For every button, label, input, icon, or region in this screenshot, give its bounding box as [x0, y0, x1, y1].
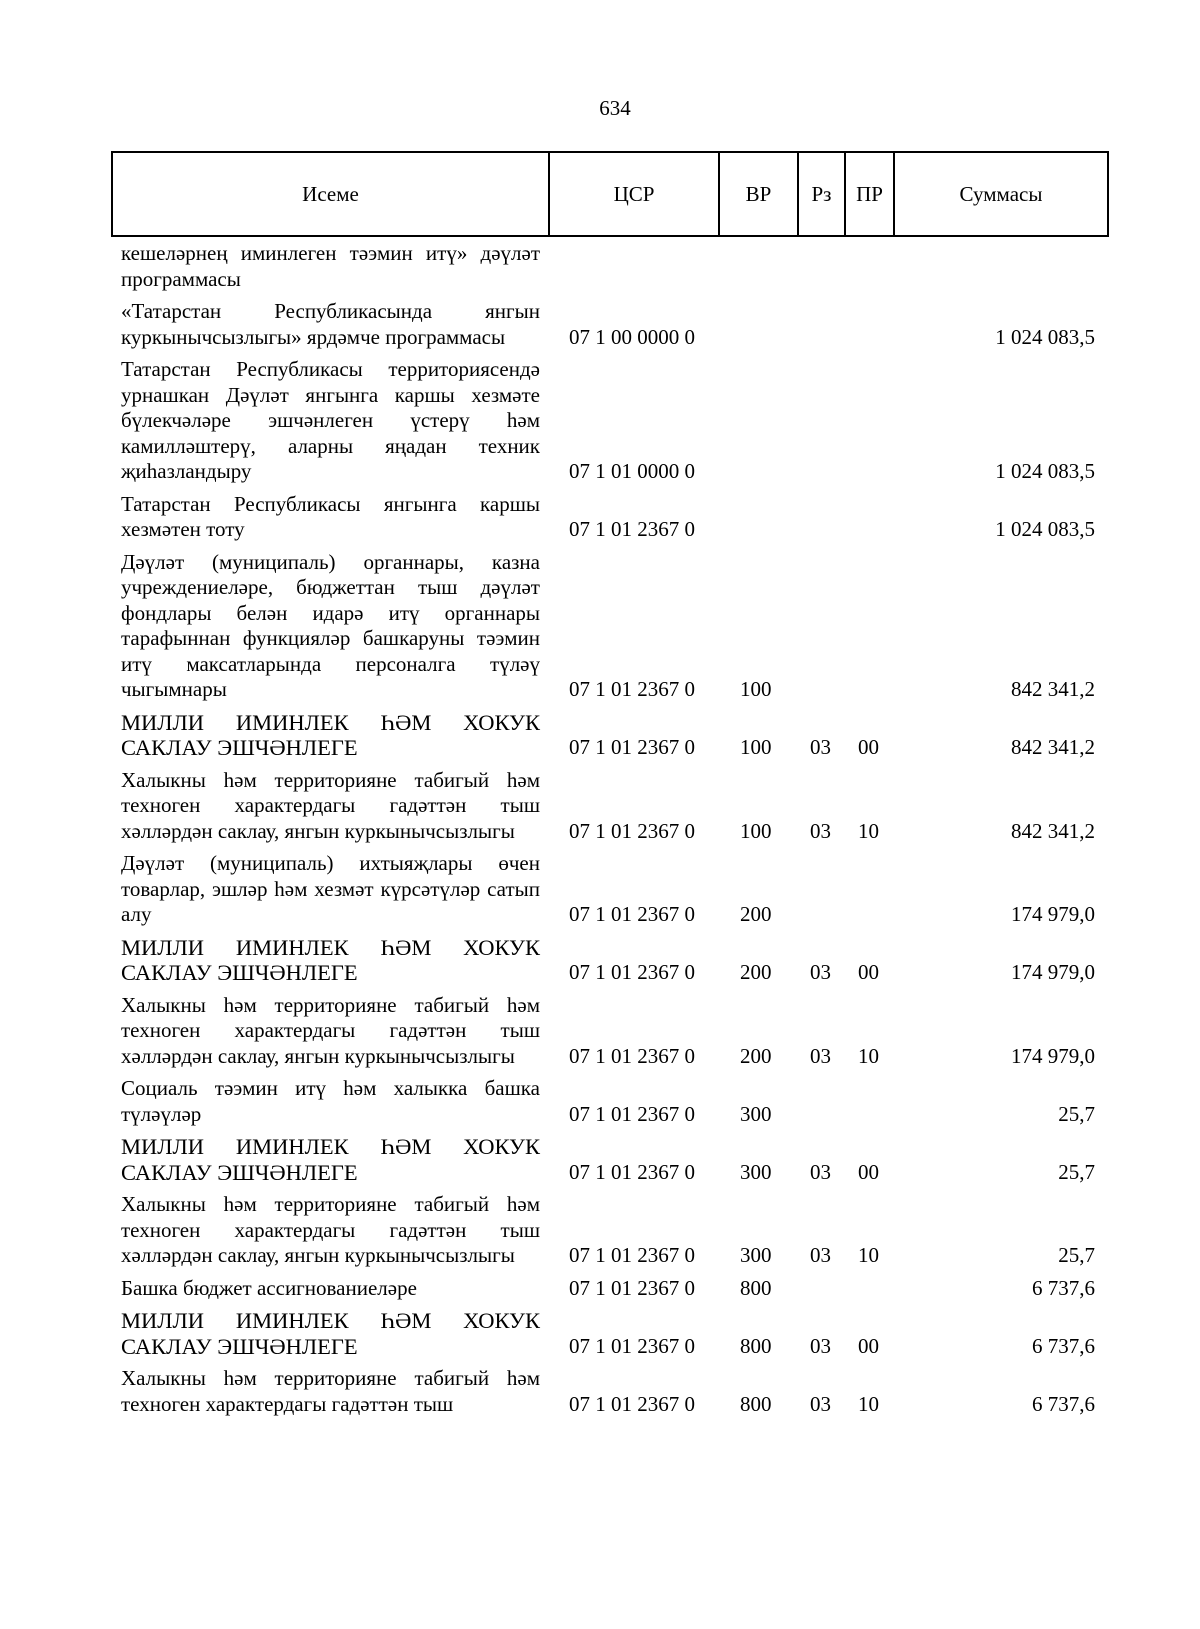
- row-rz-cell: 03: [810, 960, 831, 984]
- row-name-cell: Дәүләт (муниципаль) ихтыяҗлары өчен товарлар, эшләр һәм хезмәт күрсәтүләр сатып алу: [121, 851, 540, 926]
- row-csr-cell: 07 1 01 2367 0: [569, 1159, 695, 1184]
- table-row: [111, 296, 1107, 354]
- row-rz-cell: [797, 547, 844, 707]
- row-rz-cell: 03: [810, 735, 831, 759]
- row-pr-cell: 10: [858, 1243, 879, 1267]
- column-header-vr: ВР: [719, 152, 798, 236]
- column-header-sum: Суммасы: [894, 152, 1108, 236]
- row-sum-cell: 174 979,0: [1011, 960, 1095, 984]
- row-sum-cell: 6 737,6: [1032, 1391, 1095, 1416]
- row-pr-cell: [844, 547, 893, 707]
- row-vr-cell: [718, 238, 797, 296]
- row-name-cell: Халыкны һәм территорияне табигый һәм техноген характердагы гадәттән тыш: [121, 1366, 540, 1416]
- row-vr-cell: 200: [740, 1043, 772, 1068]
- row-rz-cell: [797, 296, 844, 354]
- row-sum-cell: 6 737,6: [1032, 1275, 1095, 1300]
- row-csr-cell: [548, 238, 718, 296]
- row-pr-cell: 10: [858, 818, 879, 843]
- row-pr-cell: 00: [858, 960, 879, 984]
- table-row: [111, 1273, 1107, 1306]
- row-vr-cell: 100: [740, 677, 772, 701]
- row-csr-cell: 07 1 01 2367 0: [569, 1275, 695, 1300]
- row-vr-cell: 100: [740, 818, 772, 843]
- row-name-cell: Татарстан Республикасы территориясендә урнашкан Дәүләт янгынга каршы хезмәте бүлекчәләре эшчәнлеген үстерү һәм камилләштерү, аларны яңадан техник җиһазландыру: [121, 357, 540, 483]
- row-pr-cell: [844, 1273, 893, 1306]
- row-pr-cell: [844, 296, 893, 354]
- row-sum-cell: 842 341,2: [1011, 735, 1095, 759]
- row-name-cell: Халыкны һәм территорияне табигый һәм техноген характердагы гадәттән тыш хәлләрдән саклау, янгын куркынычсызлыгы: [121, 992, 540, 1068]
- row-name-cell: Халыкны һәм территорияне табигый һәм техноген характердагы гадәттән тыш хәлләрдән саклау, янгын куркынычсызлыгы: [121, 1192, 540, 1267]
- row-name-cell: МИЛЛИ ИМИНЛЕК ҺӘМ ХОКУК САКЛАУ ЭШЧӘНЛЕГЕ: [121, 1134, 540, 1185]
- page-number: 634: [599, 96, 631, 120]
- column-header-pr: ПР: [845, 152, 894, 236]
- row-vr-cell: 300: [740, 1243, 772, 1267]
- table-row: [111, 1131, 1107, 1189]
- row-csr-cell: 07 1 01 2367 0: [569, 1391, 695, 1416]
- row-name-cell: Башка бюджет ассигнованиеләре: [121, 1275, 417, 1300]
- table-row: [111, 1305, 1107, 1363]
- row-pr-cell: 10: [858, 1391, 879, 1416]
- table-row: [111, 1189, 1107, 1273]
- table-header: [111, 151, 1109, 237]
- row-pr-cell: [844, 848, 893, 932]
- table-row: [111, 932, 1107, 990]
- row-rz-cell: [797, 238, 844, 296]
- row-name-cell: МИЛЛИ ИМИНЛЕК ҺӘМ ХОКУК САКЛАУ ЭШЧӘНЛЕГЕ: [121, 934, 540, 985]
- row-sum-cell: 174 979,0: [1011, 902, 1095, 926]
- row-vr-cell: 300: [740, 1101, 772, 1126]
- table-row: [111, 990, 1107, 1074]
- row-vr-cell: 800: [740, 1391, 772, 1416]
- row-vr-cell: 200: [740, 902, 772, 926]
- row-sum-cell: 1 024 083,5: [995, 459, 1095, 483]
- row-csr-cell: 07 1 01 2367 0: [569, 1333, 695, 1358]
- budget-table: [111, 238, 1107, 1421]
- row-rz-cell: [797, 1273, 844, 1306]
- row-rz-cell: 03: [810, 1333, 831, 1358]
- row-sum-cell: 842 341,2: [1011, 677, 1095, 701]
- row-pr-cell: 00: [858, 735, 879, 759]
- row-vr-cell: 800: [740, 1333, 772, 1358]
- row-pr-cell: [844, 354, 893, 489]
- row-sum-cell: 1 024 083,5: [995, 517, 1095, 541]
- row-rz-cell: 03: [810, 1043, 831, 1068]
- row-pr-cell: 10: [858, 1043, 879, 1068]
- row-name-cell: Татарстан Республикасы янгынга каршы хезмәтен тоту: [121, 491, 540, 541]
- table-row: [111, 848, 1107, 932]
- row-sum-cell: [893, 238, 1107, 296]
- row-sum-cell: 25,7: [1058, 1243, 1095, 1267]
- row-name-cell: Дәүләт (муниципаль) органнары, казна учреждениеләре, бюджеттан тыш дәүләт фондлары белән идарә итү органнары тарафыннан функцияләр башкаруны тәэмин итү максатларында персоналга түләү чыгымнары: [121, 549, 540, 701]
- row-rz-cell: [797, 489, 844, 547]
- row-sum-cell: 174 979,0: [1011, 1043, 1095, 1068]
- row-vr-cell: [718, 354, 797, 489]
- row-sum-cell: 6 737,6: [1032, 1333, 1095, 1358]
- row-rz-cell: 03: [810, 1159, 831, 1184]
- table-row: [111, 765, 1107, 849]
- row-vr-cell: 200: [740, 960, 772, 984]
- row-csr-cell: 07 1 01 2367 0: [569, 517, 695, 541]
- row-csr-cell: 07 1 01 2367 0: [569, 818, 695, 843]
- row-rz-cell: [797, 1073, 844, 1131]
- row-sum-cell: 1 024 083,5: [995, 324, 1095, 349]
- row-rz-cell: 03: [810, 818, 831, 843]
- row-rz-cell: [797, 354, 844, 489]
- table-row: [111, 1363, 1107, 1421]
- row-sum-cell: 842 341,2: [1011, 818, 1095, 843]
- row-csr-cell: 07 1 01 2367 0: [569, 677, 695, 701]
- row-name-cell: Халыкны һәм территорияне табигый һәм техноген характердагы гадәттән тыш хәлләрдән саклау, янгын куркынычсызлыгы: [121, 767, 540, 843]
- row-pr-cell: 00: [858, 1159, 879, 1184]
- table-row: [111, 489, 1107, 547]
- row-rz-cell: 03: [810, 1243, 831, 1267]
- row-csr-cell: 07 1 00 0000 0: [569, 324, 695, 349]
- row-vr-cell: 100: [740, 735, 772, 759]
- column-header-name: Исеме: [112, 152, 549, 236]
- row-rz-cell: 03: [810, 1391, 831, 1416]
- row-rz-cell: [797, 848, 844, 932]
- row-vr-cell: 300: [740, 1159, 772, 1184]
- row-name-cell: МИЛЛИ ИМИНЛЕК ҺӘМ ХОКУК САКЛАУ ЭШЧӘНЛЕГЕ: [121, 709, 540, 760]
- row-csr-cell: 07 1 01 2367 0: [569, 1101, 695, 1126]
- row-vr-cell: [718, 296, 797, 354]
- row-name-cell: кешеләрнең иминлеген тәэмин итү» дәүләт программасы: [121, 241, 540, 291]
- row-vr-cell: [718, 489, 797, 547]
- row-sum-cell: 25,7: [1058, 1101, 1095, 1126]
- table-row: [111, 238, 1107, 296]
- row-csr-cell: 07 1 01 2367 0: [569, 960, 695, 984]
- row-csr-cell: 07 1 01 2367 0: [569, 1043, 695, 1068]
- table-row: [111, 547, 1107, 707]
- row-pr-cell: [844, 489, 893, 547]
- table-row: [111, 354, 1107, 489]
- column-header-csr: ЦСР: [549, 152, 719, 236]
- table-body: [111, 238, 1107, 1421]
- row-pr-cell: [844, 1073, 893, 1131]
- row-csr-cell: 07 1 01 2367 0: [569, 1243, 695, 1267]
- row-name-cell: МИЛЛИ ИМИНЛЕК ҺӘМ ХОКУК САКЛАУ ЭШЧӘНЛЕГЕ: [121, 1308, 540, 1359]
- row-pr-cell: 00: [858, 1333, 879, 1358]
- row-csr-cell: 07 1 01 2367 0: [569, 902, 695, 926]
- row-vr-cell: 800: [740, 1275, 772, 1300]
- row-csr-cell: 07 1 01 0000 0: [569, 459, 695, 483]
- row-sum-cell: 25,7: [1058, 1159, 1095, 1184]
- row-name-cell: «Татарстан Республикасында янгын куркынычсызлыгы» ярдәмче программасы: [121, 299, 540, 349]
- row-name-cell: Социаль тәэмин итү һәм халыкка башка түләүләр: [121, 1076, 540, 1126]
- table-row: [111, 1073, 1107, 1131]
- row-pr-cell: [844, 238, 893, 296]
- row-csr-cell: 07 1 01 2367 0: [569, 735, 695, 759]
- column-header-rz: Рз: [798, 152, 845, 236]
- table-row: [111, 707, 1107, 765]
